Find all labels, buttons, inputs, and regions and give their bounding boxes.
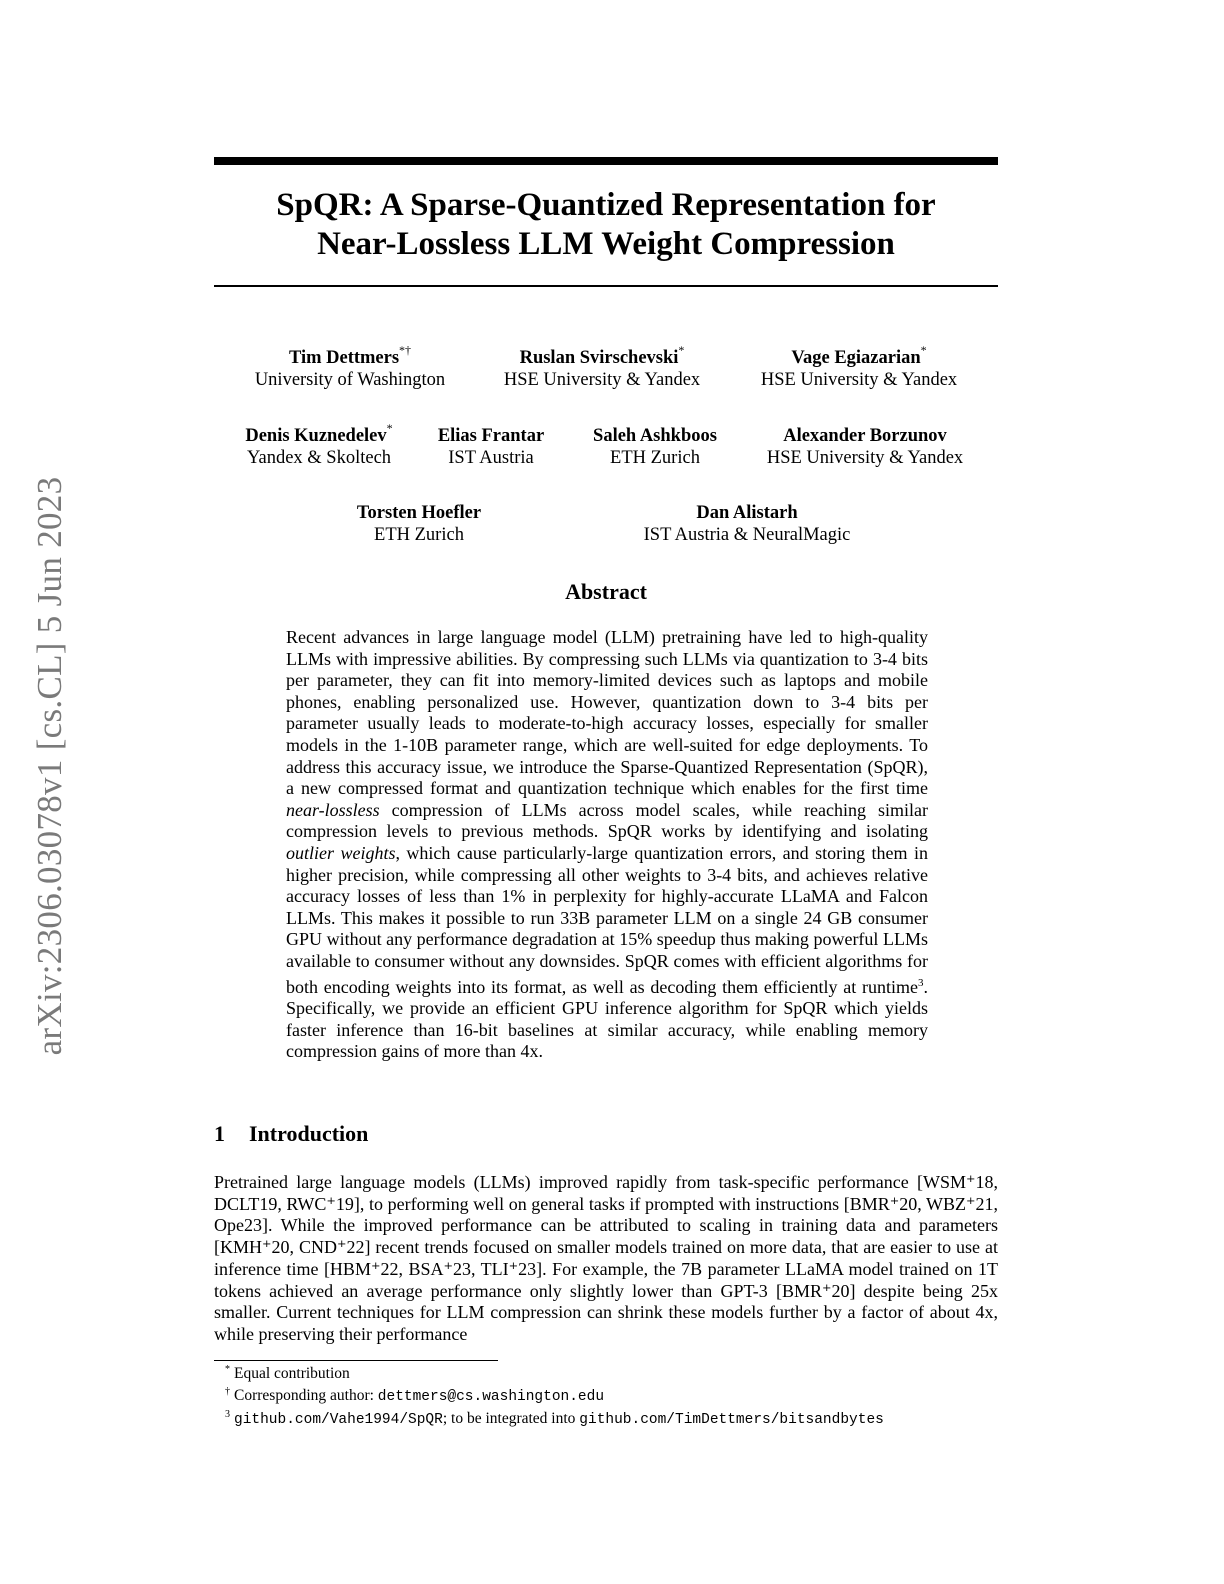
abstract-text: compression of LLMs across model scales, while reaching similar compression levels to previous methods. SpQR works by identifying and isolating: [286, 799, 928, 842]
footnote-mark: 3: [225, 1409, 230, 1420]
footnote-text: ; to be integrated into: [442, 1410, 580, 1427]
abstract-text: . Specifically, we provide an efficient GPU inference algorithm for SpQR which yields faster inference than 16-bit baselines at similar accuracy, while enabling memory compression gains of more than 4x.: [286, 976, 928, 1062]
footnote-ref[interactable]: 3: [918, 976, 924, 989]
arxiv-identifier-text: arXiv:2306.03078v1 [cs.CL] 5 Jun 2023: [30, 476, 69, 1056]
author-affiliation: HSE University & Yandex: [503, 370, 701, 391]
repo-link[interactable]: github.com/Vahe1994/SpQR: [234, 1412, 443, 1428]
author-name: Alexander Borzunov: [783, 426, 947, 447]
author-name: Elias Frantar: [437, 426, 545, 447]
footnote-corresponding-author: [225, 1385, 884, 1408]
author-block: [759, 419, 971, 469]
author-affiliation: HSE University & Yandex: [760, 370, 958, 391]
footnote-text: Corresponding author:: [234, 1387, 378, 1404]
author-block: [497, 341, 707, 391]
author-affiliation: HSE University & Yandex: [766, 448, 964, 469]
introduction-body: Pretrained large language models (LLMs) improved rapidly from task-specific performance [WSM⁺18, DCLT19, RWC⁺19], to performing well on general tasks if prompted with instructions [BMR⁺20, WBZ⁺21, Ope23]. While the improved performance can be attributed to scaling in training data and parameters [KMH⁺20, CND⁺22] recent trends focused on smaller models trained on more data, that are easier to use at inference time [HBM⁺22, BSA⁺23, TLI⁺23]. For example, the 7B parameter LLaMA model trained on 1T tokens achieved an average performance only slightly lower than GPT-3 [BMR⁺20] despite being 25x smaller. Current techniques for LLM compression can shrink these models further by a factor of about 4x, while preserving their performance: [214, 1172, 998, 1344]
author-affiliation: Yandex & Skoltech: [246, 448, 392, 469]
author-block: [345, 496, 493, 546]
author-marks: *†: [399, 343, 412, 357]
author-block: [250, 341, 450, 391]
section-number: 1: [214, 1121, 225, 1146]
footnote-equal-contribution: [225, 1363, 884, 1385]
author-block: [585, 419, 725, 469]
author-name: Vage Egiazarian: [791, 348, 921, 369]
abstract-emphasis: near-lossless: [286, 799, 380, 820]
author-name: Dan Alistarh: [696, 503, 798, 524]
author-name: Torsten Hoefler: [356, 503, 482, 524]
author-block: [431, 419, 551, 469]
section-title: Introduction: [249, 1121, 369, 1146]
footnote-rule: [214, 1360, 498, 1361]
author-block: [241, 419, 397, 469]
author-block: [754, 341, 964, 391]
author-marks: *: [386, 421, 393, 435]
email-link[interactable]: dettmers@cs.washington.edu: [377, 1389, 605, 1405]
footnotes: [225, 1363, 884, 1431]
footnote-text: Equal contribution: [234, 1365, 350, 1382]
section-heading-introduction: [214, 1121, 368, 1147]
author-affiliation: IST Austria: [448, 448, 534, 469]
arxiv-identifier: [28, 436, 72, 1096]
repo-link[interactable]: github.com/TimDettmers/bitsandbytes: [579, 1412, 884, 1428]
paper-title-line-1: SpQR: A Sparse-Quantized Representation for: [276, 187, 936, 223]
author-name: Denis Kuznedelev: [245, 426, 387, 447]
author-name: Tim Dettmers: [288, 348, 400, 369]
paper-title: [214, 186, 998, 264]
abstract-body: [286, 627, 928, 1063]
abstract-text: Recent advances in large language model (LLM) pretraining have led to high-quality LLMs with impressive abilities. By compressing such LLMs via quantization to 3-4 bits per parameter, they can fit into memory-limited devices such as laptops and mobile phones, enabling personalized use. However, quantization down to 3-4 bits per parameter usually leads to moderate-to-high accuracy losses, especially for smaller models in the 1-10B parameter range, which are well-suited for edge deployments. To address this accuracy issue, we introduce the Sparse-Quantized Representation (SpQR), a new compressed format and quantization technique which enables for the first time: [286, 627, 928, 799]
title-top-rule: [214, 157, 998, 165]
footnote-mark: †: [225, 1386, 230, 1397]
author-affiliation: ETH Zurich: [374, 525, 464, 546]
footnote-mark: *: [225, 1364, 230, 1375]
abstract-heading: Abstract: [565, 579, 647, 604]
author-affiliation: IST Austria & NeuralMagic: [643, 525, 851, 546]
title-bottom-rule: [214, 285, 998, 287]
author-marks: *: [678, 343, 685, 357]
abstract-emphasis: outlier weights: [286, 842, 396, 863]
author-name: Saleh Ashkboos: [593, 426, 717, 447]
author-name: Ruslan Svirschevski: [519, 348, 679, 369]
author-affiliation: University of Washington: [254, 370, 446, 391]
author-marks: *: [920, 343, 927, 357]
author-affiliation: ETH Zurich: [610, 448, 700, 469]
abstract-text: , which cause particularly-large quantization errors, and storing them in higher precision, while compressing all other weights to 3-4 bits, and achieves relative accuracy losses of less than 1% in perplexity for highly-accurate LLaMA and Falcon LLMs. This makes it possible to run 33B parameter LLM on a single 24 GB consumer GPU without any performance degradation at 15% speedup thus making powerful LLMs available to consumer without any downsides. SpQR comes with efficient algorithms for both encoding weights into its format, as well as decoding them efficiently at runtime: [286, 842, 928, 997]
footnote-code: [225, 1408, 884, 1431]
paper-title-line-2: Near-Lossless LLM Weight Compression: [317, 226, 895, 262]
author-block: [634, 496, 860, 546]
